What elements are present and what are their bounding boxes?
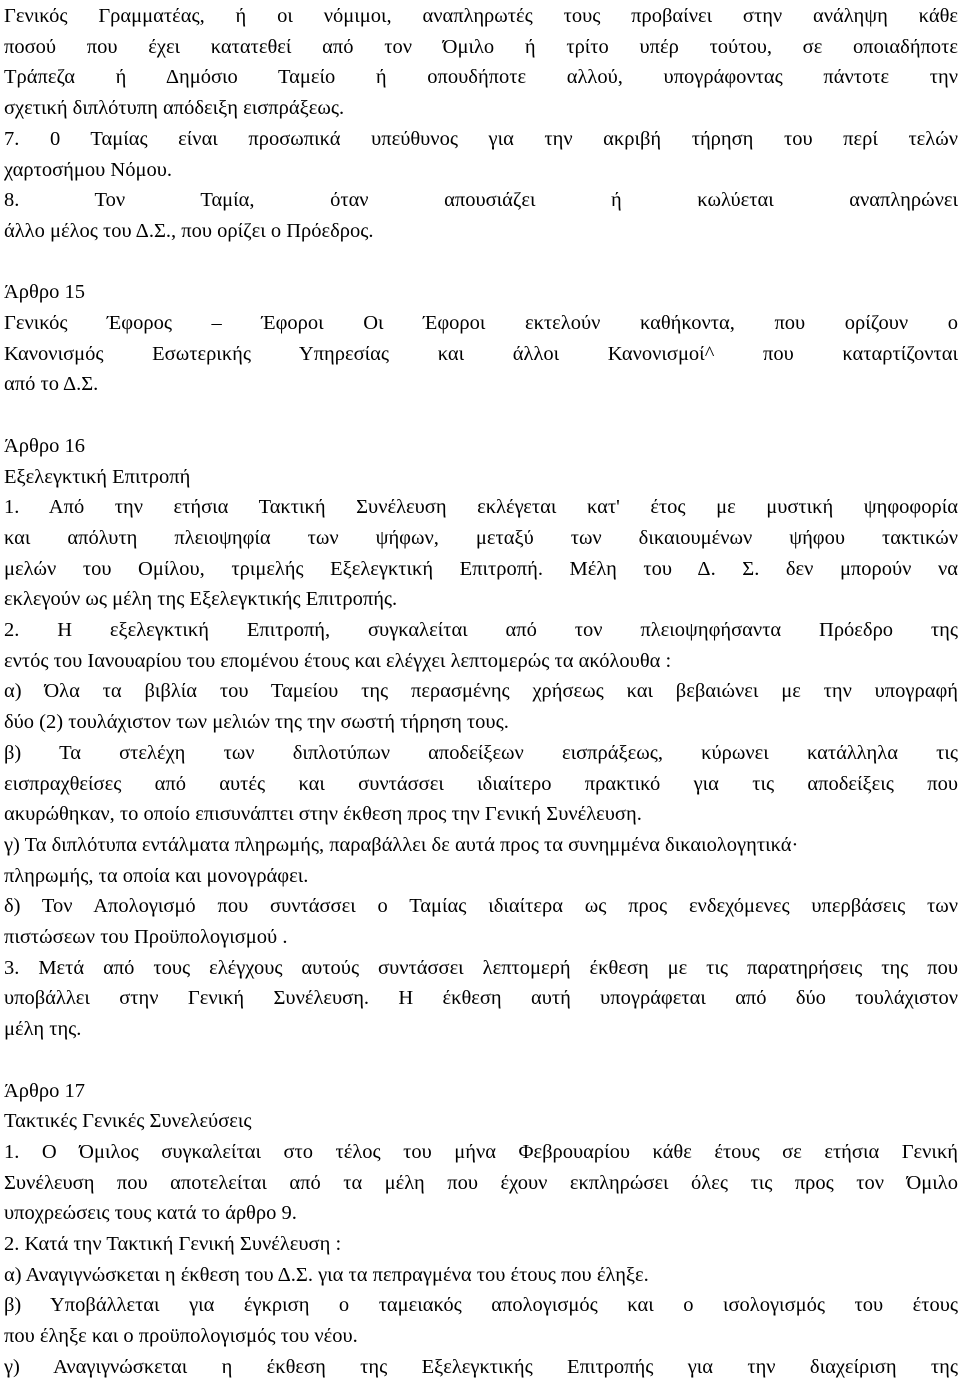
text-line: Κανονισμός Εσωτερικής Υπηρεσίας και άλλοι Κανονισμοί^ που καταρτίζονται bbox=[4, 342, 958, 365]
text-line: 1. Ο Όμιλος συγκαλείται στο τέλος του μήνα Φεβρουαρίου κάθε έτους σε ετήσια Γενική bbox=[4, 1140, 958, 1163]
text-line: εκλεγούν ως μέλη της Εξελεγκτικής Επιτροπής. bbox=[4, 588, 398, 611]
text-line: και απόλυτη πλειοψηφία των ψήφων, μεταξύ των δικαιουμένων ψήφου τακτικών bbox=[4, 526, 958, 549]
text-line: Συνέλευση που αποτελείται από τα μέλη που έχουν εκπληρώσει όλες τις προς τον Όμιλο bbox=[4, 1171, 958, 1194]
text-line: δ) Τον Απολογισμό που συντάσσει ο Ταμίας ιδιαίτερα ως προς ενδεχόμενες υπερβάσεις των bbox=[4, 895, 958, 918]
text-line: ακυρώθηκαν, το οποίο επισυνάπτει στην έκθεση προς την Γενική Συνέλευση. bbox=[4, 803, 642, 826]
text-line: Εξελεγκτική Επιτροπή bbox=[4, 465, 191, 488]
text-line: χαρτοσήμου Νόμου. bbox=[4, 158, 172, 181]
text-line: 8. Τον Ταμία, όταν απουσιάζει ή κωλύεται αναπληρώνει bbox=[4, 189, 958, 212]
text-line: Γενικός Έφορος – Έφοροι Οι Έφοροι εκτελούν καθήκοντα, που ορίζουν ο bbox=[4, 312, 958, 334]
text-line: υποχρεώσεις τους κατά το άρθρο 9. bbox=[4, 1202, 297, 1225]
text-line: που έληξε και ο προϋπολογισμός του νέου. bbox=[4, 1325, 358, 1348]
text-line: μελών του Ομίλου, τριμελής Εξελεγκτική Επιτροπή. Μέλη του Δ. Σ. δεν μπορούν να bbox=[4, 557, 958, 580]
text-line: από το Δ.Σ. bbox=[4, 373, 99, 396]
text-line: 2. Η εξελεγκτική Επιτροπή, συγκαλείται από τον πλειοψηφήσαντα Πρόεδρο της bbox=[4, 619, 958, 641]
text-line: 7. 0 Ταμίας είναι προσωπικά υπεύθυνος για την ακριβή τήρηση του περί τελών bbox=[4, 127, 958, 150]
text-line: εντός του Ιανουαρίου του επομένου έτους και ελέγχει λεπτομερώς τα ακόλουθα : bbox=[4, 649, 672, 672]
text-line: γ) Αναγιγνώσκεται η έκθεση της Εξελεγκτικής Επιτροπής για την διαχείριση της bbox=[4, 1355, 958, 1378]
text-line: δύο (2) τουλάχιστον των μελιών της την σωστή τήρηση τους. bbox=[4, 711, 509, 734]
text-line: πιστώσεων του Προϋπολογισμού . bbox=[4, 926, 288, 948]
text-line: Γενικός Γραμματέας, ή οι νόμιμοι, αναπληρωτές τους προβαίνει στην ανάληψη κάθε bbox=[4, 5, 958, 27]
text-line: 1. Από την ετήσια Τακτική Συνέλευση εκλέγεται κατ' έτος με μυστική ψηφοφορία bbox=[4, 496, 958, 519]
text-line: μέλη της. bbox=[4, 1018, 82, 1041]
text-line: Άρθρο 16 bbox=[4, 434, 85, 457]
text-line: υποβάλλει στην Γενική Συνέλευση. Η έκθεση αυτή υπογράφεται από δύο τουλάχιστον bbox=[4, 987, 958, 1010]
text-line: α) Όλα τα βιβλία του Ταμείου της περασμένης χρήσεως και βεβαιώνει με την υπογραφή bbox=[4, 680, 958, 703]
text-line: β) Τα στελέχη των διπλοτύπων αποδείξεων εισπράξεως, κύρωνει κατάλληλα τις bbox=[4, 741, 958, 764]
text-line: Άρθρο 17 bbox=[4, 1079, 85, 1102]
text-line: Τράπεζα ή Δημόσιο Ταμείο ή οπουδήποτε αλλού, υπογράφοντας πάντοτε την bbox=[4, 66, 958, 89]
text-line: σχετική διπλότυπη απόδειξη εισπράξεως. bbox=[4, 97, 345, 120]
text-line: ποσού που έχει κατατεθεί από τον Όμιλο ή τρίτο υπέρ τούτου, σε οποιαδήποτε bbox=[4, 35, 958, 58]
text-line: πληρωμής, τα οποία και μονογράφει. bbox=[4, 864, 309, 887]
text-line: γ) Τα διπλότυπα εντάλματα πληρωμής, παραβάλλει δε αυτά προς τα συνημμένα δικαιολογητικά· bbox=[4, 833, 799, 856]
text-line: α) Αναγιγνώσκεται η έκθεση του Δ.Σ. για τα πεπραγμένα του έτους που έληξε. bbox=[4, 1263, 649, 1286]
text-line: 3. Μετά από τους ελέγχους αυτούς συντάσσει λεπτομερή έκθεση με τις παρατηρήσεις της που bbox=[4, 956, 958, 979]
text-line: Τακτικές Γενικές Συνελεύσεις bbox=[4, 1110, 252, 1133]
text-line: άλλο μέλος του Δ.Σ., που ορίζει ο Πρόεδρος. bbox=[4, 219, 374, 242]
text-line: β) Υποβάλλεται για έγκριση ο ταμειακός απολογισμός και ο ισολογισμός του έτους bbox=[4, 1294, 958, 1317]
text-line: Άρθρο 15 bbox=[4, 281, 85, 304]
text-line: εισπραχθείσες από αυτές και συντάσσει ιδιαίτερο πρακτικό για τις αποδείξεις που bbox=[4, 772, 958, 795]
text-line: 2. Κατά την Τακτική Γενική Συνέλευση : bbox=[4, 1233, 342, 1255]
